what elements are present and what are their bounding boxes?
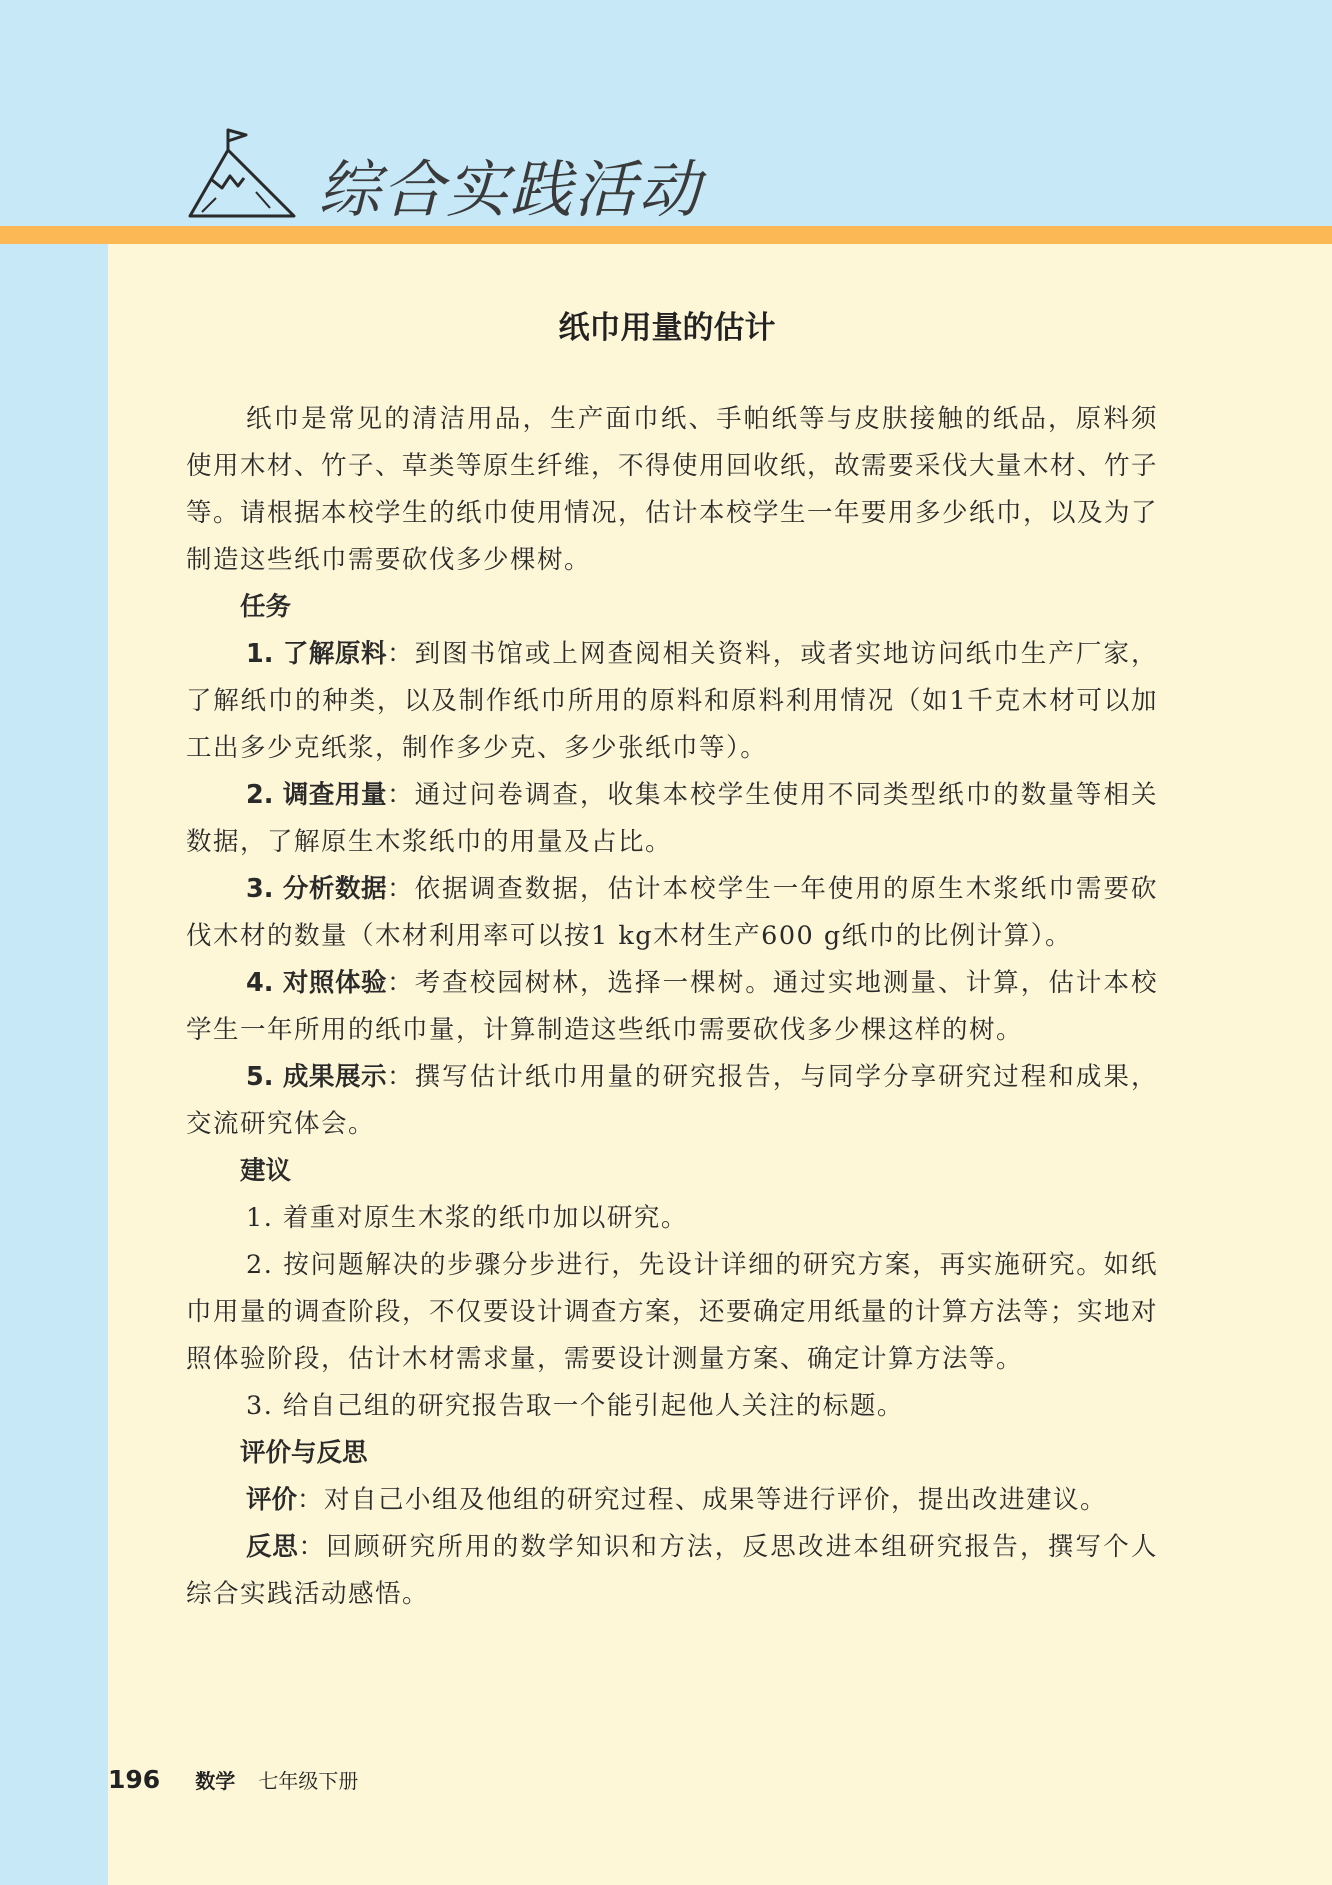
mountain-flag-icon	[186, 128, 298, 220]
header-accent-bar	[0, 226, 1332, 244]
evaluation-heading: 评价与反思	[240, 1438, 368, 1468]
task-item	[186, 631, 1158, 772]
task-item	[186, 772, 1158, 866]
task-label: 1. 了解原料	[246, 639, 388, 669]
article-body	[186, 396, 1158, 1618]
chapter-header	[0, 0, 1332, 225]
reflection-paragraph	[186, 1524, 1158, 1618]
suggestion-item: 1. 着重对原生木浆的纸巾加以研究。	[246, 1203, 688, 1233]
task-text: ：考查校园树林，选择一棵树。通过实地测量、计算，估计本校学生一年所用的纸巾量，计算制造这些纸巾需要砍伐多少棵这样的树。	[186, 968, 1158, 1045]
suggestion-item: 2. 按问题解决的步骤分步进行，先设计详细的研究方案，再实施研究。如纸巾用量的调查阶段，不仅要设计调查方案，还要确定用纸量的计算方法等；实地对照体验阶段，估计木材需求量，需要设计测量方案、确定计算方法等。	[186, 1250, 1159, 1374]
task-text: ：通过问卷调查，收集本校学生使用不同类型纸巾的数量等相关数据，了解原生木浆纸巾的用量及占比。	[186, 780, 1158, 857]
reflection-label: 反思	[246, 1532, 299, 1562]
task-text: ：依据调查数据，估计本校学生一年使用的原生木浆纸巾需要砍伐木材的数量（木材利用率可以按1 kg木材生产600 g纸巾的比例计算）。	[186, 874, 1158, 951]
task-text: ：撰写估计纸巾用量的研究报告，与同学分享研究过程和成果，交流研究体会。	[186, 1062, 1158, 1139]
article-title: 纸巾用量的估计	[558, 310, 776, 346]
reflection-text: ：回顾研究所用的数学知识和方法，反思改进本组研究报告，撰写个人综合实践活动感悟。	[186, 1532, 1158, 1609]
evaluation-label: 评价	[246, 1485, 298, 1515]
task-item	[186, 866, 1158, 960]
chapter-title: 综合实践活动	[318, 153, 703, 226]
suggestions-heading: 建议	[240, 1156, 292, 1186]
task-label: 3. 分析数据	[246, 874, 388, 904]
task-item	[186, 1054, 1158, 1148]
task-label: 2. 调查用量	[246, 780, 388, 810]
evaluation-paragraph	[186, 1477, 1158, 1524]
task-label: 4. 对照体验	[246, 968, 388, 998]
intro-paragraph: 纸巾是常见的清洁用品，生产面巾纸、手帕纸等与皮肤接触的纸品，原料须使用木材、竹子、草类等原生纤维，不得使用回收纸，故需要采伐大量木材、竹子等。请根据本校学生的纸巾使用情况，估计本校学生一年要用多少纸巾，以及为了制造这些纸巾需要砍伐多少棵树。	[186, 404, 1159, 575]
footer-subject: 数学	[195, 1769, 236, 1793]
page-footer	[108, 1765, 358, 1805]
task-text: ：到图书馆或上网查阅相关资料，或者实地访问纸巾生产厂家，了解纸巾的种类，以及制作纸巾所用的原料和原料利用情况（如1千克木材可以加工出多少克纸浆，制作多少克、多少张纸巾等）。	[186, 639, 1158, 763]
page-number: 196	[108, 1765, 161, 1794]
footer-grade: 七年级下册	[258, 1769, 359, 1793]
left-margin-strip	[0, 244, 108, 1885]
suggestion-item: 3. 给自己组的研究报告取一个能引起他人关注的标题。	[246, 1391, 904, 1421]
task-item	[186, 960, 1158, 1054]
task-label: 5. 成果展示	[246, 1062, 388, 1092]
evaluation-text: ：对自己小组及他组的研究过程、成果等进行评价，提出改进建议。	[297, 1485, 1108, 1515]
tasks-heading: 任务	[240, 592, 292, 622]
